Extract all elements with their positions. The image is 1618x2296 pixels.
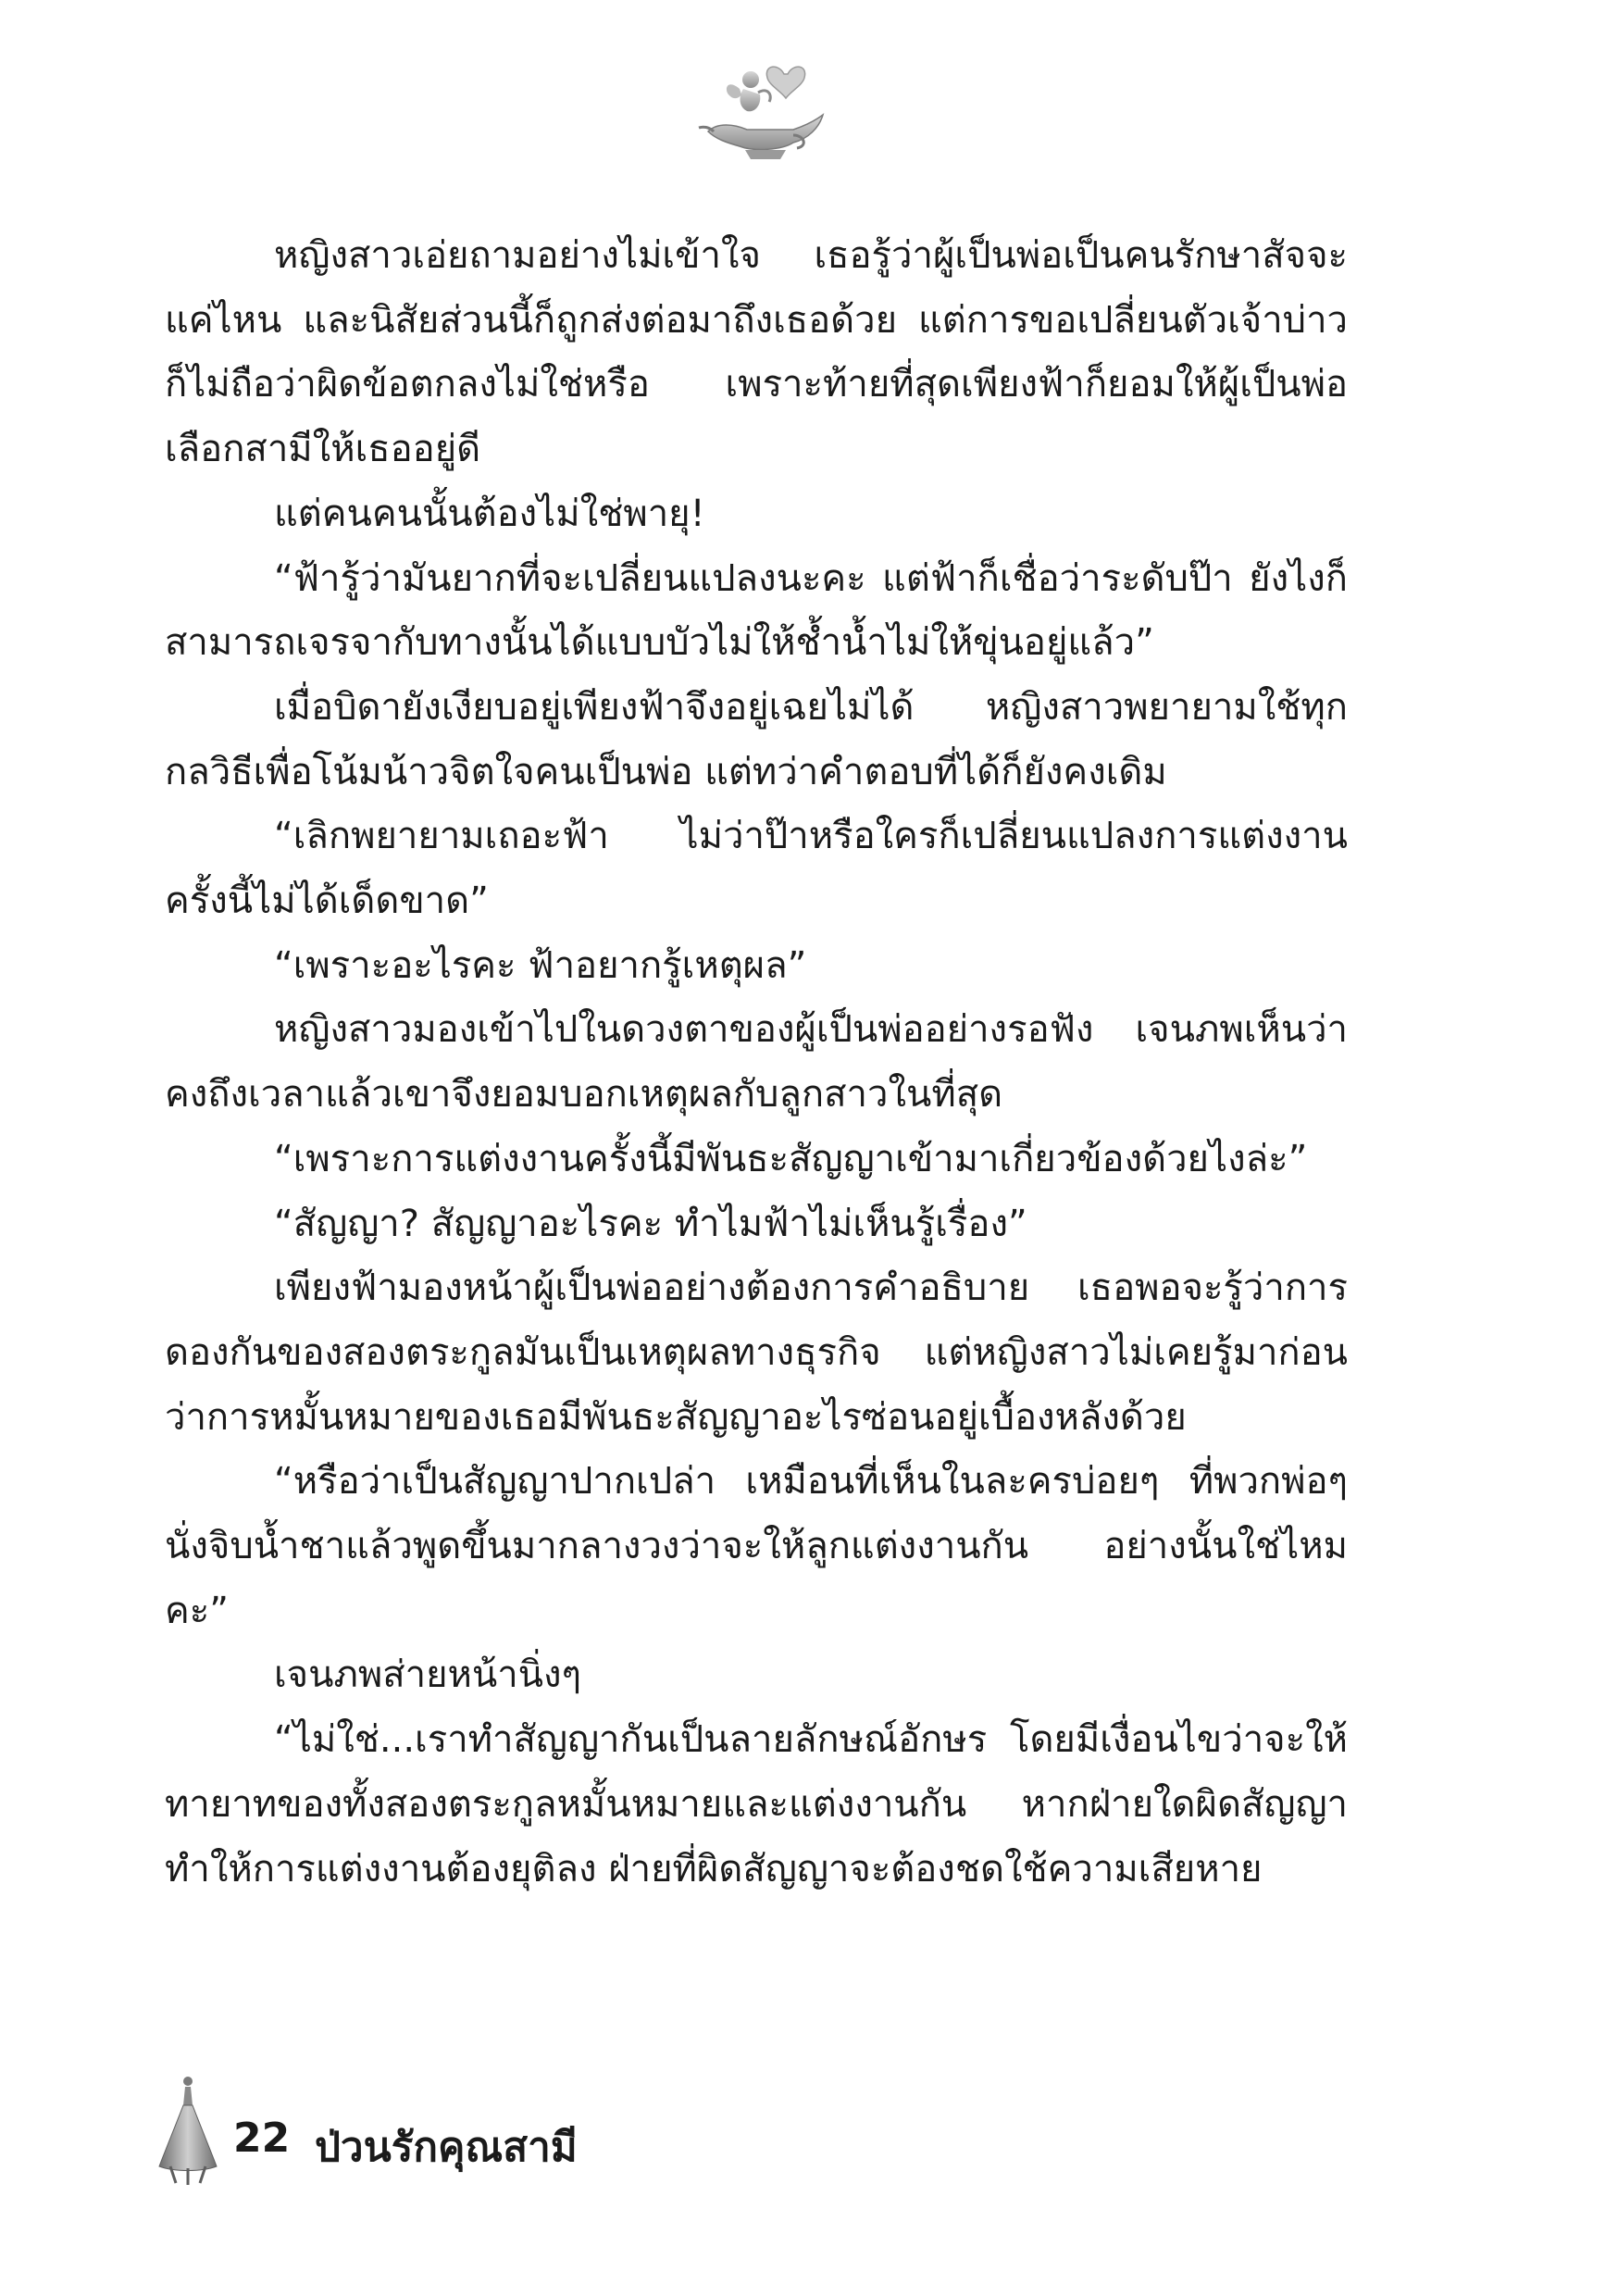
paragraph: เจนภพส่ายหน้านิ่งๆ bbox=[274, 1653, 582, 1697]
paragraph: “เพราะการแต่งงานครั้งนี้มีพันธะสัญญาเข้ามาเกี่ยวข้องด้วยไงล่ะ” bbox=[274, 1137, 1308, 1180]
paragraph: “หรือว่าเป็นสัญญาปากเปล่า เหมือนที่เห็นในละครบ่อยๆ ที่พวกพ่อๆ นั่งจิบน้ำชาแล้วพูดขึ้นมากลางวงว่าจะให้ลูกแต่งงานกัน อย่างนั้นใช่ไหมคะ” bbox=[165, 1460, 1348, 1632]
paragraph: “ไม่ใช่...เราทำสัญญากันเป็นลายลักษณ์อักษร โดยมีเงื่อนไขว่าจะให้ทายาทของทั้งสองตระกูลหมั้นหมายและแต่งงานกัน หากฝ่ายใดผิดสัญญาทำให้การแต่งงานต้องยุติลง ฝ่ายที่ผิดสัญญาจะต้องชดใช้ความเสียหาย bbox=[165, 1718, 1348, 1890]
paragraph: “เพราะอะไรคะ ฟ้าอยากรู้เหตุผล” bbox=[274, 943, 807, 987]
page-footer bbox=[157, 2074, 713, 2185]
paragraph: เมื่อบิดายังเงียบอยู่เพียงฟ้าจึงอยู่เฉยไม่ได้ หญิงสาวพยายามใช้ทุกกลวิธีเพื่อโน้มน้าวจิตใจคนเป็นพ่อ แต่ทว่าคำตอบที่ได้ก็ยังคงเดิม bbox=[165, 685, 1348, 793]
page-number: 22 bbox=[233, 2115, 291, 2162]
paragraph: “สัญญา? สัญญาอะไรคะ ทำไมฟ้าไม่เห็นรู้เรื่อง” bbox=[274, 1202, 1027, 1245]
paragraph: แต่คนคนนั้นต้องไม่ใช่พายุ! bbox=[274, 492, 705, 535]
body-text bbox=[165, 224, 1348, 1902]
dress-figure-icon bbox=[157, 2074, 218, 2185]
book-title: ป่วนรักคุณสามี bbox=[315, 2124, 578, 2171]
paragraph: เพียงฟ้ามองหน้าผู้เป็นพ่ออย่างต้องการคำอธิบาย เธอพอจะรู้ว่าการดองกันของสองตระกูลมันเป็นเหตุผลทางธุรกิจ แต่หญิงสาวไม่เคยรู้มาก่อนว่าการหมั้นหมายของเธอมีพันธะสัญญาอะไรซ่อนอยู่เบื้องหลังด้วย bbox=[165, 1267, 1348, 1439]
cupid-lamp-ornament-icon bbox=[690, 46, 828, 167]
paragraph: “เลิกพยายามเถอะฟ้า ไม่ว่าป๊าหรือใครก็เปลี่ยนแปลงการแต่งงานครั้งนี้ไม่ได้เด็ดขาด” bbox=[165, 815, 1348, 923]
paragraph: หญิงสาวเอ่ยถามอย่างไม่เข้าใจ เธอรู้ว่าผู้เป็นพ่อเป็นคนรักษาสัจจะแค่ไหน และนิสัยส่วนนี้ก็ถูกส่งต่อมาถึงเธอด้วย แต่การขอเปลี่ยนตัวเจ้าบ่าวก็ไม่ถือว่าผิดข้อตกลงไม่ใช่หรือ เพราะท้ายที่สุดเพียงฟ้าก็ยอมให้ผู้เป็นพ่อเลือกสามีให้เธออยู่ดี bbox=[165, 234, 1348, 471]
paragraph: หญิงสาวมองเข้าไปในดวงตาของผู้เป็นพ่ออย่างรอฟัง เจนภพเห็นว่าคงถึงเวลาแล้วเขาจึงยอมบอกเหตุผลกับลูกสาวในที่สุด bbox=[165, 1008, 1348, 1117]
paragraph: “ฟ้ารู้ว่ามันยากที่จะเปลี่ยนแปลงนะคะ แต่ฟ้าก็เชื่อว่าระดับป๊า ยังไงก็สามารถเจรจากับทางนั้นได้แบบบัวไม่ให้ช้ำน้ำไม่ให้ขุ่นอยู่แล้ว” bbox=[165, 556, 1348, 665]
